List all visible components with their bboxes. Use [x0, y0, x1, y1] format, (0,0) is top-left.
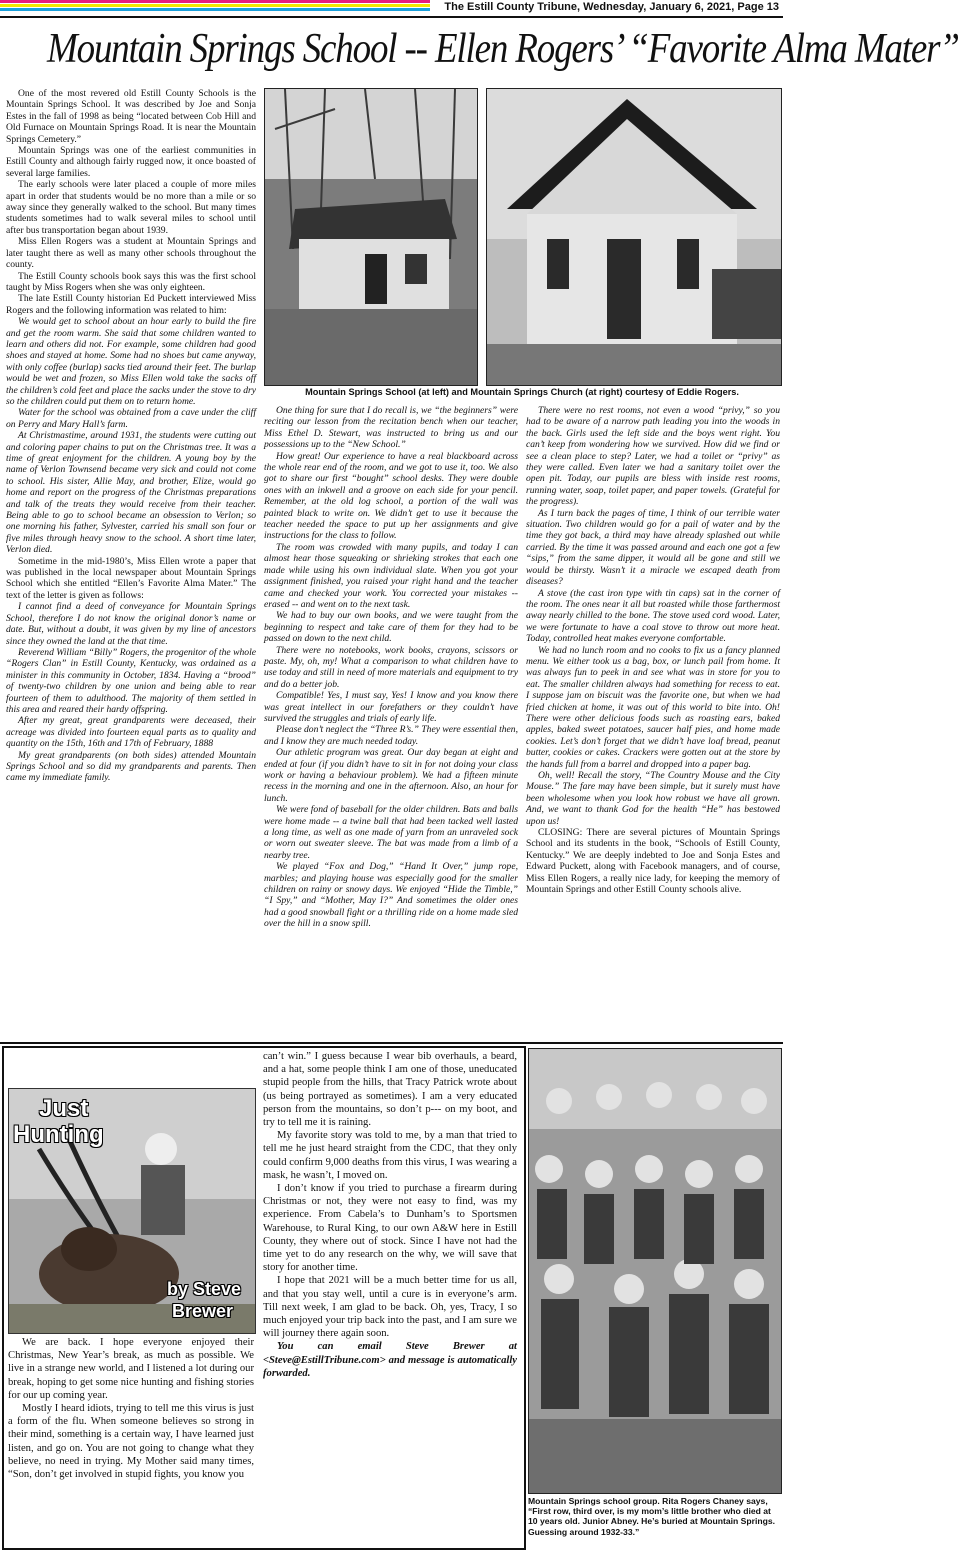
paragraph: Miss Ellen Rogers was a student at Mountain Springs and later taught there as well as many other schools throughout the county. — [6, 236, 256, 271]
article-column-3 — [526, 405, 780, 1041]
paragraph: Sometime in the mid-1980’s, Miss Ellen wrote a paper that was published in the local newspaper about Mountain Springs School which she entitled “Ellen’s Favorite Alma Mater.” The text of the letter is given as follows: — [6, 555, 256, 601]
group-photo-image — [529, 1049, 781, 1493]
paragraph: One of the most revered old Estill County Schools is the Mountain Springs School. It was described by Joe and Sonja Estes in the fall of 1998 as being “located between Cob Hill and Old Furnace on Mountain Springs Road. It is near the Mountain Springs Cemetery.” — [6, 88, 256, 145]
paragraph: The early schools were later placed a couple of more miles apart in order that students would be no more than a mile or so away since they generally walked to the school. But many times students sometimes had to walk several miles to school until after bus transportation began about 1939. — [6, 179, 256, 236]
paragraph: Compatible! Yes, I must say, Yes! I know and you know there was great intellect in our forefathers or they couldn’t have survived the struggles and trials of early life. — [264, 690, 518, 724]
paragraph: Mountain Springs was one of the earliest communities in Estill County and although fairly rugged now, it once boasted of several large families. — [6, 145, 256, 179]
paragraph: One thing for sure that I do recall is, we “the beginners” were reciting our lesson from the recitation bench when our teacher, Miss Ethel D. Stewart, was instructed to bring us and our possessions up to the “New School.” — [264, 405, 518, 451]
article-headline: Mountain Springs School -- Ellen Rogers’ “Favorite Alma Mater” — [46, 26, 959, 72]
paragraph: can’t win.” I guess because I wear bib overhauls, a beard, and a hat, some people think I am one of those, uneducated stupid people from the hills, that Tracy Patrick wrote about (us being portrayed as sometimes). I am a very educated person from the mountains, so don’t p--- on my boot, and try to tell me it is raining. — [263, 1051, 517, 1129]
paragraph: We would get to school about an hour early to build the fire and get the room warm. She said that some children wanted to learn and others did not. For example, some children had good shoes and stayed at home. Some had no shoes but came anyway, with only coffee (burlap) sacks tied around their feet. The burlap would be wet and frozen, so Miss Ellen wold take the sacks off the children’s cold feet and place the sacks under the stove to dry so the children could put them on to return home. — [6, 316, 256, 407]
hunting-column-right — [263, 1050, 517, 1544]
paragraph: Water for the school was obtained from a cave under the cliff on Perry and Mary Hall’s farm. — [6, 407, 256, 430]
photo-caption: Mountain Springs School (at left) and Mountain Springs Church (at right) courtesy of Eddie Rogers. — [305, 387, 739, 397]
stripe-magenta — [0, 0, 430, 3]
paragraph: As I turn back the pages of time, I think of our terrible water situation. Two children would go for a pail of water and by the time they got back, a third may have already splashed out while carried. By the time it was passed around and each one got a few “sips,” from the same dipper, it would all be gone and still we would be thirsty. Wasn’t it a miracle we escaped death from diseases? — [526, 507, 780, 588]
paragraph: My favorite story was told to me, by a man that tried to tell me he just heard straight from the CDC, that they only could confirm 9,000 deaths from this virus, I was wearing a mask, he wasn’t, I moved on. — [263, 1130, 517, 1181]
paragraph: I don’t know if you tried to purchase a firearm during Christmas or not, they were not easy to find, was my experience. From Cabela’s to Dunham’s to Sportsmen Warehouse, to Rural King, to our own A&W here in Estill County, they where out of stock. Since I have not had the time yet to do any research on the why, we will save that story for another time. — [263, 1183, 517, 1274]
church-photo — [486, 88, 782, 386]
paragraph: There were no notebooks, work books, crayons, scissors or paste. My, oh, my! What a comparison to what children have to use today and still in need of more materials and equipment to try and do a better job. — [264, 644, 518, 690]
hunting-column-left — [8, 1336, 254, 1544]
group-photo-caption: Mountain Springs school group. Rita Rogers Chaney says, “First row, third over, is my mom’s little brother who died at 10 years old. Junior Abney. He’s buried at Mountain Springs. Guessing around 1932-33.” — [528, 1496, 776, 1537]
paragraph: Reverend William “Billy” Rogers, the progenitor of the whole “Rogers Clan” in Estill County, Kentucky, was ordained as a minister in this community in October, 1834. Having a “brood” of twenty-two children by one union and being able to rear fourteen of them to adulthood. The majority of them settled in this area and reared their hardy offspring. — [6, 646, 256, 715]
paragraph: The Estill County schools book says this was the first school taught by Miss Rogers when she was only eighteen. — [6, 270, 256, 293]
school-photo — [264, 88, 478, 386]
group-photo — [528, 1048, 782, 1494]
paragraph: We played “Fox and Dog,” “Hand It Over,” jump rope, marbles; and playing house was especially good for the smaller children on rainy or snowy days. We enjoyed “Hide the Timble,” “I Spy,” and “Mother, May I?” And sometimes the older ones had a good snowball fight or a thrilling ride on a home made sled over the hill in a snow spill. — [264, 861, 518, 930]
paragraph: Our athletic program was great. Our day began at eight and ended at four (if you didn’t have to sit in for not doing your class work or having a behaviour problem). We had a fifteen minute recess in the morning and one in the afternoon. Also, an hour for lunch. — [264, 747, 518, 804]
paragraph: The room was crowded with many pupils, and today I can almost hear those squeaking or shrieking strokes that each one made while using his own individual slate. When you got your assignment finished, you raised your right hand and the teacher came and checked your work. You corrected your mistakes -- erased -- and went on to the next task. — [264, 541, 518, 610]
paragraph: CLOSING: There are several pictures of Mountain Springs School and its students in the book, “Schools of Estill County, Kentucky.” We are deeply indebted to Joe and Sonja Estes and Edward Puckett, along with Facebook managers, and of course, Miss Ellen Rogers, a really nice lady, for keeping the memory of Mountain Springs and other Estill County schools alive. — [526, 827, 780, 896]
logo-byline-2: Brewer — [171, 1301, 233, 1321]
church-photo-image — [487, 89, 781, 385]
paragraph: We are back. I hope everyone enjoyed their Christmas, New Year’s break, as much as possible. We live in a strange new world, and I listened a lot during our break, hoping to get some nice hunting and fishing stories for our up coming year. — [8, 1337, 254, 1401]
paragraph: We were fond of baseball for the older children. Bats and balls were home made -- a twine ball that had been tacked well lasted a long time, as well as one made of yarn from an unraveled sock or worn out sweater sleeve. The bat was made from a limb of a nearby tree. — [264, 804, 518, 861]
paragraph: How great! Our experience to have a real blackboard across the whole rear end of the room, and we got to use it, too. We also got to share our first “bought” school desks. They were double ones with an inkwell and a groove on each side for your pencil. Remember, at the old log school, a portion of the wall was painted black to write on. We didn’t get to use it because the teacher needed the space to put up her assignments and give instructions for the class to follow. — [264, 450, 518, 542]
paragraph: Oh, well! Recall the story, “The Country Mouse and the City Mouse.” The fare may have been simple, but it surely must have been wholesome when you look how robust we have all grown. And, we want to thank God for the health “He” has bestowed upon us! — [526, 770, 780, 827]
paragraph: There were no rest rooms, not even a wood “privy,” so you had to be aware of a narrow path leading you into the woods in the back. Girls used the left side and the boys went right. You can’t keep from wondering how we survived. How did we find or see a clean place to step? Later, we had a toilet or “privy” as they were called. Even later we had a sanitary toilet over the open pit. Today, our pupils are bless with inside rest rooms, running water, soap, toilet paper, and paper towels. (Grateful for the progress). — [526, 405, 780, 508]
article-column-2 — [264, 405, 518, 1041]
paragraph: I hope that 2021 will be a much better time for us all, and that you stay well, until a cure is in everyone’s arm. Till next week, I am glad to be back. Oh, yes, Tracy, I so much enjoyed your trip back into the past, and I am sure we will journey there again soon. — [263, 1275, 517, 1340]
paragraph: At Christmastime, around 1931, the students were cutting out and coloring paper chains to put on the Christmas tree. It was a time of great enjoyment for the children. A young boy by the name of Verlon Townsend became very sick and could not come to school. His sister, Allie May, and brother, Elize, would go home and report on the progress of the Christmas preparations and talk of the treats they would receive from their teacher. Being able to go to school became an obsession to Verlon; so one morning his father, Sylvester, carried his small son four or five miles through heavy snow to the school. A short time later, Verlon died. — [6, 430, 256, 556]
paragraph: You can email Steve Brewer at <Steve@EstillTribune.com> and message is automatically forwarded. — [263, 1341, 517, 1379]
just-hunting-logo — [8, 1088, 256, 1334]
school-photo-image — [265, 89, 477, 385]
article-column-1 — [6, 88, 256, 1040]
paragraph: Mostly I heard idiots, trying to tell me this virus is just a form of the flu. When someone believes so strong in their mind, something is a certain way, I have learned just listen, and go on. You are not going to change what they believe, no need in trying. My Mother said many times, “Son, don’t get involved in stupid fights, you know you — [8, 1403, 254, 1481]
stripe-yellow — [0, 4, 430, 7]
section-divider — [0, 1042, 783, 1044]
logo-title-just: Just — [39, 1095, 89, 1122]
paragraph: Please don’t neglect the “Three R’s.” They were essential then, and I know they are much needed today. — [264, 724, 518, 747]
paragraph: My great grandparents (on both sides) attended Mountain Springs School and so did my grandparents and parents. Then came my immediate family. — [6, 749, 256, 784]
stripe-cyan — [0, 8, 430, 11]
logo-byline-1: by Steve — [166, 1279, 241, 1299]
page-header: The Estill County Tribune, Wednesday, January 6, 2021, Page 13 — [444, 1, 779, 13]
paragraph: A stove (the cast iron type with tin caps) sat in the corner of the room. The ones near it all but roasted while those farthermost away nearly chilled to the bone. The stove used cord wood. Later, we were fortunate to have a coal stove to throw out more heat. Today, controlled heat makes everyone comfortable. — [526, 587, 780, 645]
paragraph: We had to buy our own books, and we were taught from the beginning to respect and take care of them for they had to be passed on down to the next child. — [264, 610, 518, 645]
paragraph: After my great, great grandparents were deceased, their acreage was divided into fourteen equal parts as to quality and quantity on the 15th, 16th and 17th of February, 1888 — [6, 715, 256, 750]
paragraph: The late Estill County historian Ed Puckett interviewed Miss Rogers and the following information was related to him: — [6, 293, 256, 316]
logo-title-hunting: Hunting — [13, 1121, 104, 1148]
paragraph: I cannot find a deed of conveyance for Mountain Springs School, therefore I do not know the original donor’s name or date. But, without a doubt, it was given by my line of ancestors since they owned the land at the that time. — [6, 601, 256, 647]
paragraph: We had no lunch room and no cooks to fix us a fancy planned menu. We either took us a bag, box, or lunch pail from home. It was always fun to peek in and see what was in store for you to eat. The smaller children always had something for recess to eat. I suppose jam on biscuit was the favorite one, but when we had fried chicken at home, it was out of this world to bite into. Oh! There were other delicious foods such as roasting ears, baked apples, baked sweet potatoes, saucer half pies, and home made cookies. Let’s don’t forget that we didn’t have loaf bread, peanut butter, cookies or cakes. Crackers were gotten out at the store by the hands full from a barrel and dropped into a paper bag. — [526, 644, 780, 770]
